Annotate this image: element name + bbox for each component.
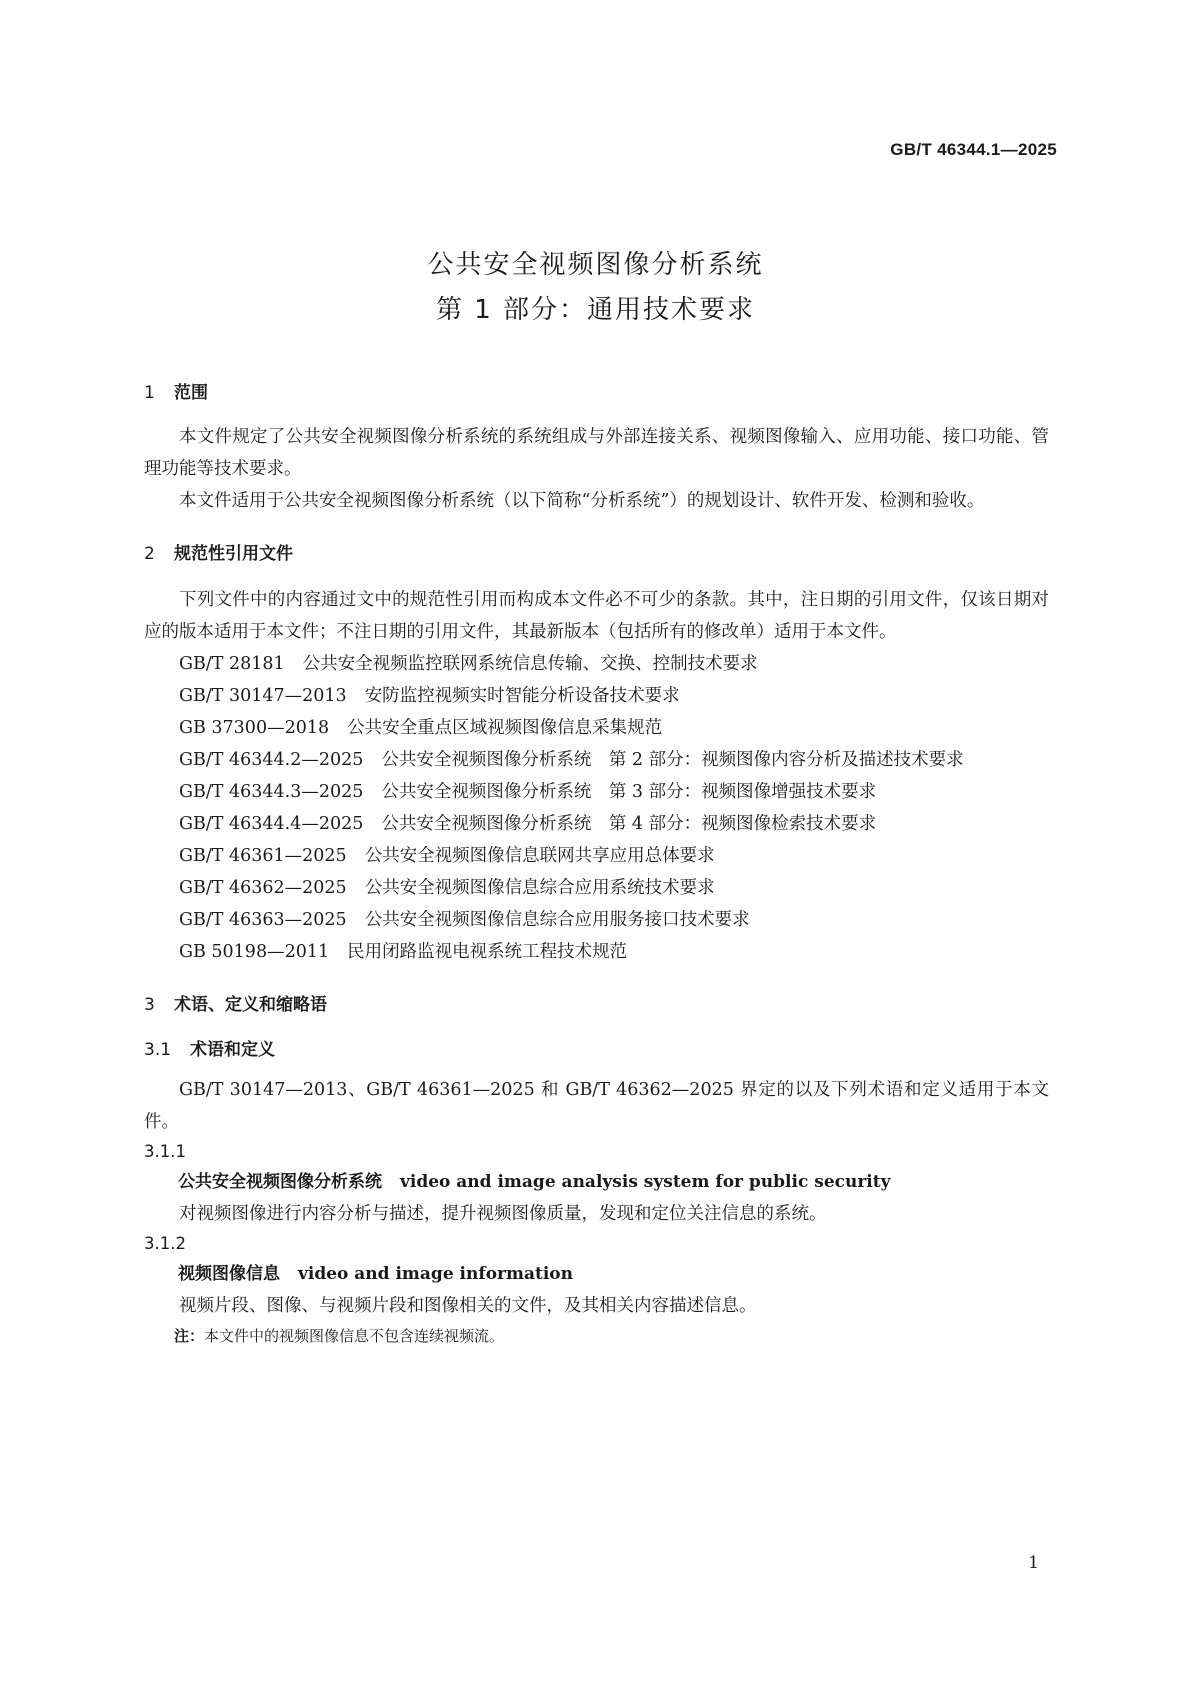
reference-item [144,904,1049,936]
reference-title: 公共安全视频图像信息联网共享应用总体要求 [364,846,715,866]
term-definition: 视频片段、图像、与视频片段和图像相关的文件，及其相关内容描述信息。 [179,1296,757,1316]
term-en: video and image analysis system for public security [400,1172,891,1192]
document-body [144,378,1049,1350]
reference-code: GB 37300—2018 [179,718,330,738]
section-title: 规范性引用文件 [174,544,293,564]
reference-code: GB 50198—2011 [179,942,330,962]
document-title-line2: 第 1 部分：通用技术要求 [435,295,756,325]
term-number: 3.1.1 [144,1142,186,1161]
reference-title: 公共安全视频监控联网系统信息传输、交换、控制技术要求 [302,654,758,674]
paragraph: GB/T 30147—2013、GB/T 46361—2025 和 GB/T 46362—2025 界定的以及下列术语和定义适用于本文件。 [144,1080,1049,1132]
paragraph: 本文件规定了公共安全视频图像分析系统的系统组成与外部连接关系、视频图像输入、应用功能、接口功能、管理功能等技术要求。 [144,427,1049,479]
reference-item [144,872,1049,904]
section-title: 术语、定义和缩略语 [174,995,327,1015]
reference-item [144,936,1049,968]
reference-title: 民用闭路监视电视系统工程技术规范 [347,942,628,962]
term-entry [144,1166,1049,1198]
standard-number: GB/T 46344.1—2025 [890,140,1057,159]
subsection-heading-terms-definitions [144,1035,1049,1060]
document-title-line1: 公共安全视频图像分析系统 [427,250,764,280]
term-zh: 公共安全视频图像分析系统 [178,1172,382,1192]
reference-code: GB/T 46362—2025 [179,878,347,898]
term-definition: 对视频图像进行内容分析与描述，提升视频图像质量，发现和定位关注信息的系统。 [179,1204,827,1224]
term-en: video and image information [298,1264,573,1284]
reference-code: GB/T 28181 [179,654,285,674]
reference-title: 公共安全视频图像分析系统 第 3 部分：视频图像增强技术要求 [381,782,877,802]
reference-code: GB/T 46344.4—2025 [179,814,364,834]
term-zh: 视频图像信息 [178,1264,280,1284]
section-number: 2 [144,544,155,564]
reference-item [144,840,1049,872]
reference-code: GB/T 46344.3—2025 [179,782,364,802]
reference-item [144,744,1049,776]
reference-title: 公共安全视频图像信息综合应用系统技术要求 [364,878,715,898]
note-text: 本文件中的视频图像信息不包含连续视频流。 [204,1327,505,1345]
reference-code: GB/T 46363—2025 [179,910,347,930]
reference-title: 公共安全视频图像信息综合应用服务接口技术要求 [364,910,750,930]
section-number: 3 [144,995,155,1015]
term-note [144,1322,1049,1350]
reference-title: 公共安全视频图像分析系统 第 2 部分：视频图像内容分析及描述技术要求 [381,750,964,770]
reference-item [144,776,1049,808]
reference-item [144,648,1049,680]
reference-item [144,712,1049,744]
section-heading-scope [144,378,1049,403]
reference-code: GB/T 30147—2013 [179,686,347,706]
term-entry [144,1258,1049,1290]
reference-item [144,808,1049,840]
reference-code: GB/T 46344.2—2025 [179,750,364,770]
term-number: 3.1.2 [144,1234,186,1253]
section-number: 1 [144,383,155,403]
section-heading-terms [144,990,1049,1015]
subsection-title: 术语和定义 [190,1040,275,1060]
section-title: 范围 [174,383,208,403]
subsection-number: 3.1 [144,1040,172,1060]
note-label: 注： [174,1327,205,1345]
reference-item [144,680,1049,712]
reference-title: 安防监控视频实时智能分析设备技术要求 [364,686,680,706]
reference-code: GB/T 46361—2025 [179,846,347,866]
reference-title: 公共安全重点区域视频图像信息采集规范 [347,718,663,738]
paragraph: 本文件适用于公共安全视频图像分析系统（以下简称“分析系统”）的规划设计、软件开发、检测和验收。 [179,491,985,511]
reference-title: 公共安全视频图像分析系统 第 4 部分：视频图像检索技术要求 [381,814,877,834]
section-heading-normative-references [144,539,1049,564]
page-number: 1 [1028,1553,1039,1573]
paragraph: 下列文件中的内容通过文中的规范性引用而构成本文件必不可少的条款。其中，注日期的引用文件，仅该日期对应的版本适用于本文件；不注日期的引用文件，其最新版本（包括所有的修改单）适用于本文件。 [144,590,1049,642]
